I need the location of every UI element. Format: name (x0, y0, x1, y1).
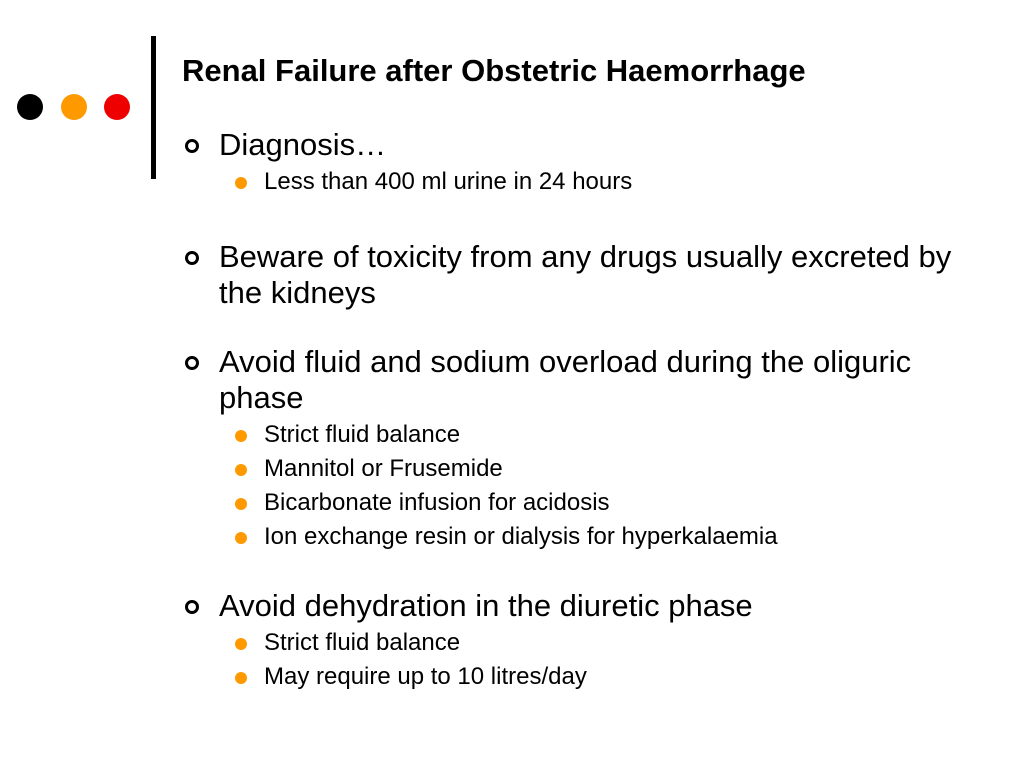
bullet-item (182, 239, 1002, 311)
bullet-text: Beware of toxicity from any drugs usually excreted by the kidneys (219, 239, 952, 310)
orange-dot-bullet-icon (235, 464, 247, 476)
bullet-item (182, 127, 1002, 163)
bullet-item (182, 588, 1002, 624)
bullet-text: Avoid dehydration in the diuretic phase (219, 588, 753, 623)
sub-bullet-text: Strict fluid balance (264, 421, 461, 448)
sub-bullet-item (182, 660, 1002, 694)
hollow-circle-bullet-icon (185, 600, 199, 614)
sub-bullet-item (182, 418, 1002, 452)
sub-bullet-text: Strict fluid balance (264, 629, 461, 656)
hollow-circle-bullet-icon (185, 139, 199, 153)
orange-dot-bullet-icon (235, 430, 247, 442)
sub-bullet-text: Ion exchange resin or dialysis for hyperkalaemia (264, 523, 778, 550)
sub-bullet-text: Less than 400 ml urine in 24 hours (264, 168, 633, 195)
bullet-text: Avoid fluid and sodium overload during the oliguric phase (219, 344, 912, 415)
red-dot-decoration (104, 94, 130, 120)
sub-bullet-text: Mannitol or Frusemide (264, 455, 503, 482)
orange-dot-bullet-icon (235, 498, 247, 510)
hollow-circle-bullet-icon (185, 356, 199, 370)
orange-dot-bullet-icon (235, 532, 247, 544)
black-dot-decoration (17, 94, 43, 120)
sub-bullet-text: Bicarbonate infusion for acidosis (264, 489, 610, 516)
sub-bullet-list (182, 418, 1002, 554)
bullet-text: Diagnosis… (219, 127, 387, 162)
orange-dot-bullet-icon (235, 672, 247, 684)
sub-bullet-list (182, 626, 1002, 694)
sub-bullet-item (182, 165, 1002, 199)
hollow-circle-bullet-icon (185, 251, 199, 265)
vertical-divider (151, 36, 156, 179)
slide-title: Renal Failure after Obstetric Haemorrhage (182, 53, 806, 88)
sub-bullet-item (182, 452, 1002, 486)
sub-bullet-item (182, 520, 1002, 554)
sub-bullet-text: May require up to 10 litres/day (264, 663, 587, 690)
orange-dot-bullet-icon (235, 638, 247, 650)
bullet-group (182, 588, 1002, 694)
bullet-group (182, 127, 1002, 199)
bullet-group (182, 344, 1002, 554)
sub-bullet-item (182, 626, 1002, 660)
bullet-group (182, 239, 1002, 311)
sub-bullet-list (182, 165, 1002, 199)
orange-dot-decoration (61, 94, 87, 120)
orange-dot-bullet-icon (235, 177, 247, 189)
bullet-list (182, 127, 1002, 694)
bullet-item (182, 344, 1002, 416)
sub-bullet-item (182, 486, 1002, 520)
